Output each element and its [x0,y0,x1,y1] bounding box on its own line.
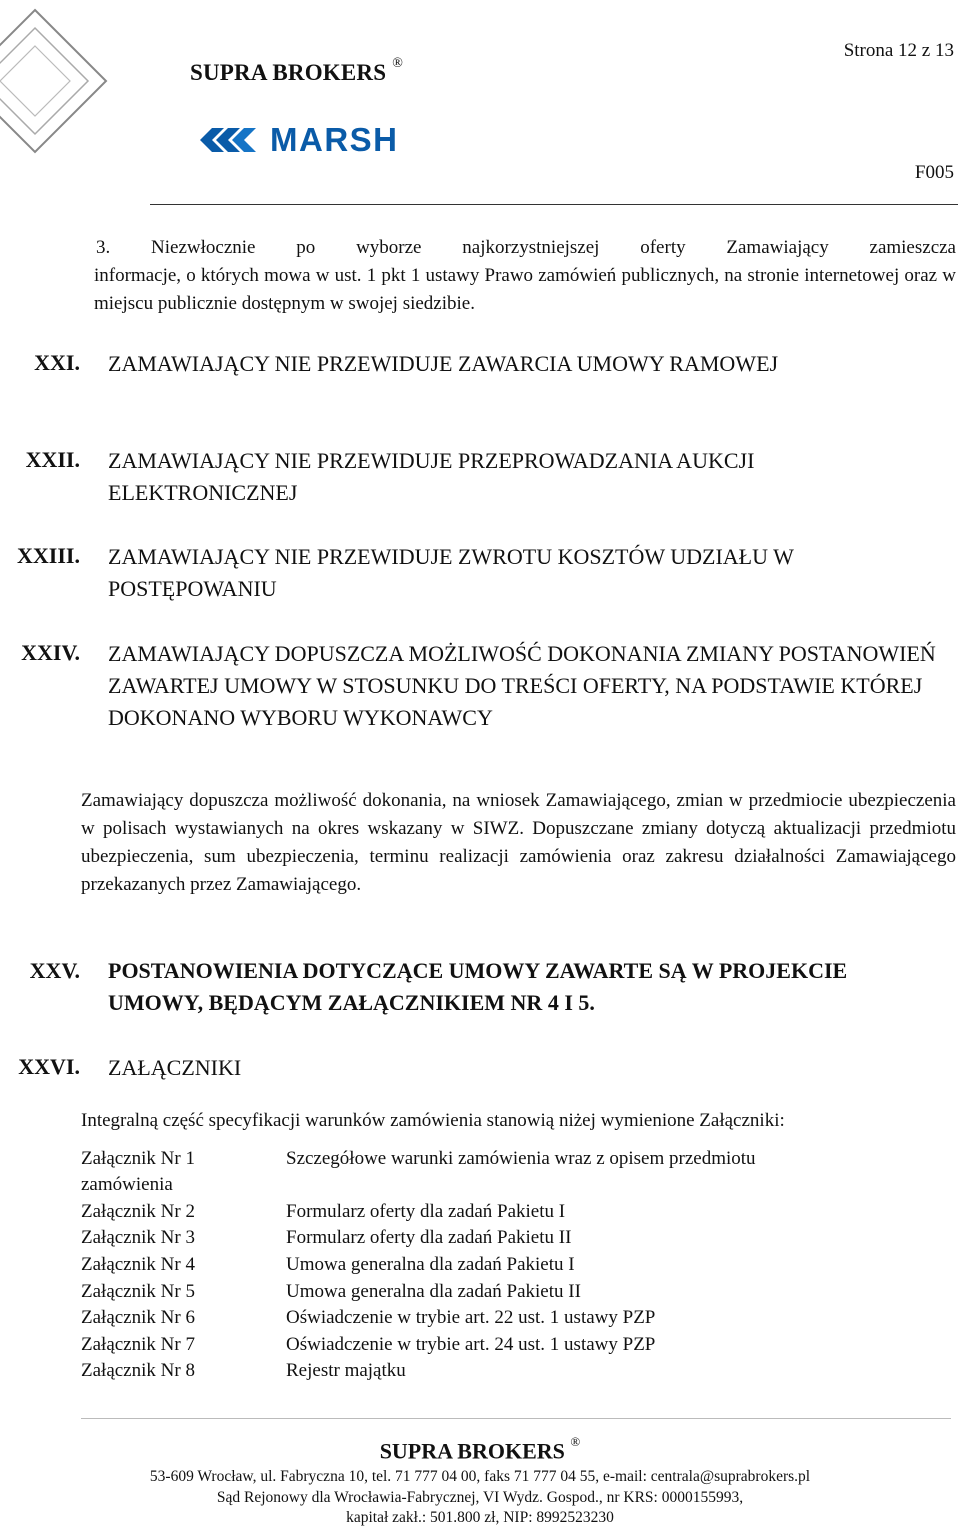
footer-divider [81,1418,951,1419]
footer-capital: kapitał zakł.: 501.800 zł, NIP: 8992523230 [346,1509,614,1526]
section-number: XXV. [29,958,80,983]
section-body: Zamawiający dopuszcza możliwość dokonania, na wniosek Zamawiającego, zmian w przedmiocie ubezpieczenia w polisach wystawianych na okres wskazany w SIWZ. Dopuszczane zmiany dotyczą aktualizacji przedmiotu ubezpieczenia, sum ubezpieczenia, terminu realizacji zamówienia oraz zakresu działalności Zamawiającego przekazanych przez Zamawiającego. [81,790,956,895]
footer-brand-text: SUPRA BROKERS [379,1438,565,1464]
attachment-desc: Umowa generalna dla zadań Pakietu I [286,1254,575,1275]
partner-logo-text: MARSH [270,121,399,158]
attachment-label: Załącznik Nr 6 [81,1307,195,1328]
partner-logo [200,120,399,160]
footer-registered-mark: ® [570,1434,581,1449]
section-title: POSTANOWIENIA DOTYCZĄCE UMOWY ZAWARTE SĄ W PROJEKCIE UMOWY, BĘDĄCYM ZAŁĄCZNIKIEM NR 4 I 5. [108,958,848,1015]
attachment-desc: Formularz oferty dla zadań Pakietu I [286,1201,566,1222]
section-title: ZAMAWIAJĄCY NIE PRZEWIDUJE ZWROTU KOSZTÓW UDZIAŁU W POSTĘPOWANIU [108,544,794,601]
attachments-intro: Integralną część specyfikacji warunków zamówienia stanowią niżej wymienione Załączniki: [81,1110,785,1131]
section-title: ZAMAWIAJĄCY NIE PRZEWIDUJE ZAWARCIA UMOWY RAMOWEJ [108,351,779,376]
marsh-arrows-icon [200,125,256,155]
attachment-label: Załącznik Nr 8 [81,1360,195,1381]
intro-rest: informacje, o których mowa w ust. 1 pkt 1 ustawy Prawo zamówień publicznych, na stronie internetowej oraz w miejscu publicznie dostępnym w swojej siedzibie. [94,265,956,314]
section-number: XXII. [25,447,80,472]
attachment-label: Załącznik Nr 5 [81,1281,195,1302]
section-title: ZAŁĄCZNIKI [108,1055,242,1080]
footer-brand [0,1434,960,1464]
footer-address: 53-609 Wrocław, ul. Fabryczna 10, tel. 71 777 04 00, faks 71 777 04 55, e-mail: centrala@suprabrokers.pl [149,1468,811,1485]
section-number: XXIV. [21,640,80,665]
attachment-desc: Umowa generalna dla zadań Pakietu II [286,1281,581,1302]
attachment-desc: Rejestr majątku [286,1360,406,1381]
attachment-label: Załącznik Nr 4 [81,1254,195,1275]
section-number: XXVI. [18,1054,80,1079]
brand-text: SUPRA BROKERS [190,60,387,85]
header-divider [150,204,958,205]
attachment-desc: Formularz oferty dla zadań Pakietu II [286,1227,572,1248]
section-title: ZAMAWIAJĄCY NIE PRZEWIDUJE PRZEPROWADZANIA AUKCJI ELEKTRONICZNEJ [108,448,755,505]
supra-diamond-icon [0,6,110,156]
section-number: XXI. [34,350,80,375]
attachment-label: Załącznik Nr 7 [81,1334,195,1355]
attachment-label: Załącznik Nr 1 [81,1148,195,1169]
brand-name [190,56,404,86]
footer-registry: Sąd Rejonowy dla Wrocławia-Fabrycznej, VI Wydz. Gospod., nr KRS: 0000155993, [216,1489,744,1506]
intro-paragraph [96,234,956,318]
section-number: XXIII. [17,543,80,568]
registered-mark: ® [392,56,404,72]
attachment-desc: Oświadczenie w trybie art. 22 ust. 1 ustawy PZP [286,1307,656,1328]
attachment-label-continued: zamówienia [81,1174,173,1195]
attachment-label: Załącznik Nr 3 [81,1227,195,1248]
intro-first-line: 3. Niezwłocznie po wyborze najkorzystniejszej oferty Zamawiający zamieszcza [96,237,956,258]
attachment-desc: Szczegółowe warunki zamówienia wraz z opisem przedmiotu [286,1148,756,1169]
page-number: Strona 12 z 13 [843,40,954,61]
attachment-label: Załącznik Nr 2 [81,1201,195,1222]
form-code: F005 [914,162,954,183]
attachment-desc: Oświadczenie w trybie art. 24 ust. 1 ustawy PZP [286,1334,656,1355]
section-title: ZAMAWIAJĄCY DOPUSZCZA MOŻLIWOŚĆ DOKONANIA ZMIANY POSTANOWIEŃ ZAWARTEJ UMOWY W STOSUNKU DO TREŚCI OFERTY, NA PODSTAWIE KTÓREJ DOKONANO WYBORU WYKONAWCY [108,641,936,730]
